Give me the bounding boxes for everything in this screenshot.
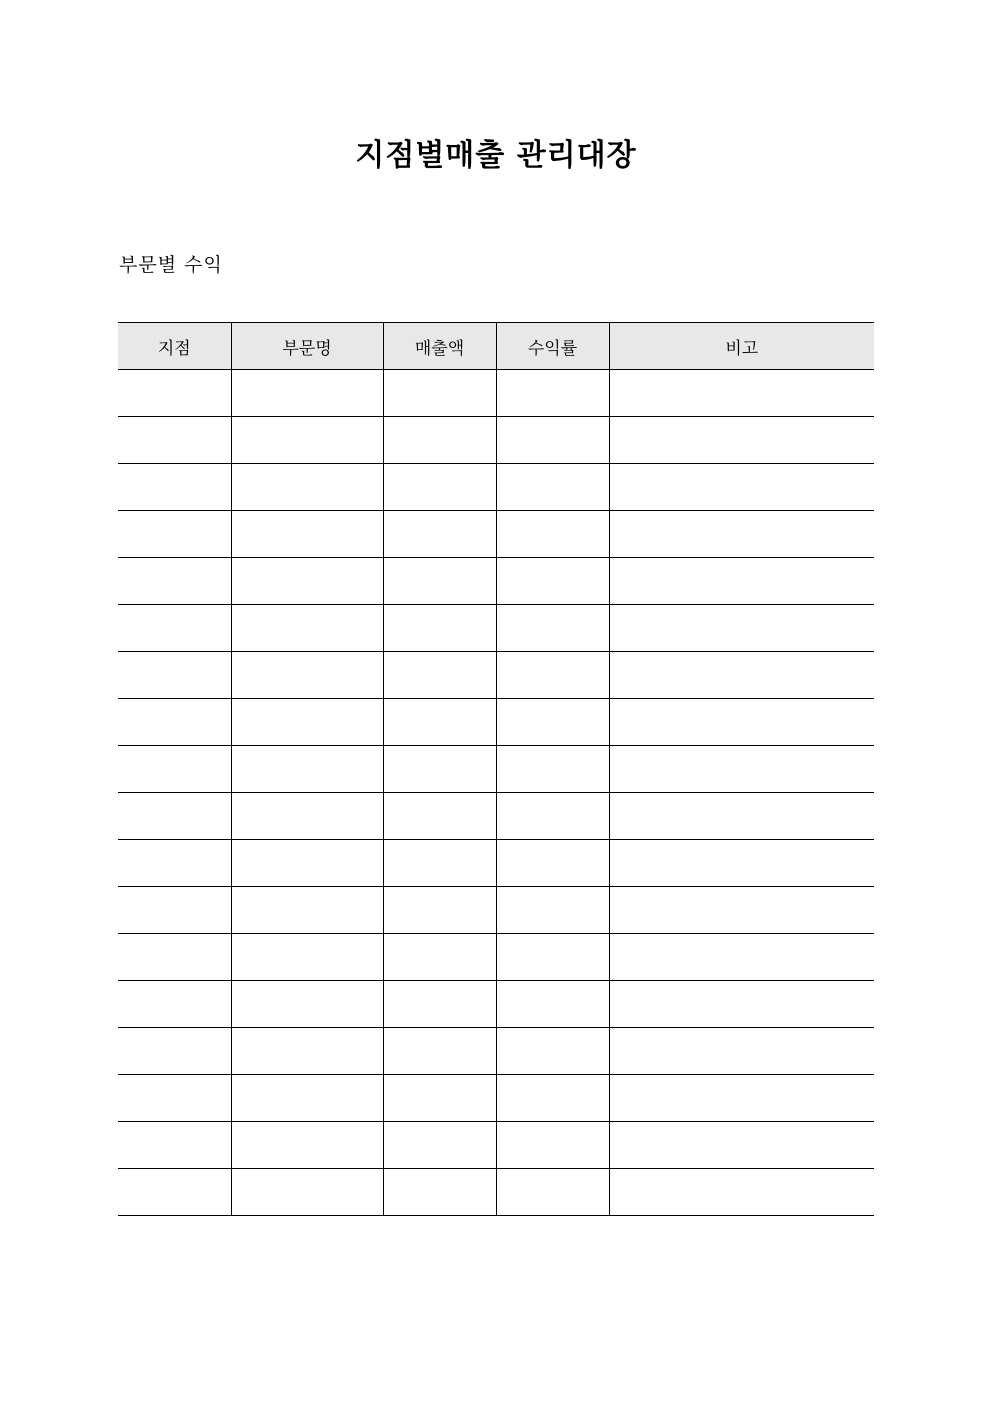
profit-rate-cell[interactable] bbox=[496, 558, 609, 605]
table-row bbox=[118, 746, 874, 793]
branch-cell[interactable] bbox=[118, 1122, 231, 1169]
table-body bbox=[118, 370, 874, 1216]
branch-cell[interactable] bbox=[118, 605, 231, 652]
department-cell[interactable] bbox=[231, 1169, 383, 1216]
branch-cell[interactable] bbox=[118, 840, 231, 887]
remarks-cell[interactable] bbox=[609, 1169, 874, 1216]
department-cell[interactable] bbox=[231, 605, 383, 652]
remarks-cell[interactable] bbox=[609, 511, 874, 558]
table-row bbox=[118, 887, 874, 934]
profit-rate-cell[interactable] bbox=[496, 464, 609, 511]
remarks-cell[interactable] bbox=[609, 558, 874, 605]
department-cell[interactable] bbox=[231, 699, 383, 746]
profit-rate-cell[interactable] bbox=[496, 887, 609, 934]
table-row bbox=[118, 1075, 874, 1122]
sales-amount-cell[interactable] bbox=[383, 1075, 496, 1122]
column-header-branch: 지점 bbox=[118, 323, 231, 370]
department-cell[interactable] bbox=[231, 934, 383, 981]
department-cell[interactable] bbox=[231, 1028, 383, 1075]
remarks-cell[interactable] bbox=[609, 793, 874, 840]
sales-amount-cell[interactable] bbox=[383, 840, 496, 887]
remarks-cell[interactable] bbox=[609, 840, 874, 887]
section-label: 부문별 수익 bbox=[119, 254, 223, 276]
department-cell[interactable] bbox=[231, 981, 383, 1028]
department-cell[interactable] bbox=[231, 370, 383, 417]
remarks-cell[interactable] bbox=[609, 887, 874, 934]
table-row bbox=[118, 417, 874, 464]
page-title: 지점별매출 관리대장 bbox=[355, 138, 637, 173]
sales-ledger-table bbox=[118, 322, 874, 1216]
column-header-sales-amount: 매출액 bbox=[383, 323, 496, 370]
profit-rate-cell[interactable] bbox=[496, 1075, 609, 1122]
sales-amount-cell[interactable] bbox=[383, 934, 496, 981]
table-row bbox=[118, 1028, 874, 1075]
table-row bbox=[118, 981, 874, 1028]
sales-amount-cell[interactable] bbox=[383, 558, 496, 605]
profit-rate-cell[interactable] bbox=[496, 793, 609, 840]
remarks-cell[interactable] bbox=[609, 934, 874, 981]
department-cell[interactable] bbox=[231, 1122, 383, 1169]
branch-cell[interactable] bbox=[118, 887, 231, 934]
column-header-department: 부문명 bbox=[231, 323, 383, 370]
department-cell[interactable] bbox=[231, 652, 383, 699]
table-row bbox=[118, 934, 874, 981]
profit-rate-cell[interactable] bbox=[496, 746, 609, 793]
remarks-cell[interactable] bbox=[609, 464, 874, 511]
table-row bbox=[118, 699, 874, 746]
remarks-cell[interactable] bbox=[609, 605, 874, 652]
department-cell[interactable] bbox=[231, 417, 383, 464]
table-row bbox=[118, 840, 874, 887]
profit-rate-cell[interactable] bbox=[496, 1122, 609, 1169]
branch-cell[interactable] bbox=[118, 746, 231, 793]
sales-amount-cell[interactable] bbox=[383, 464, 496, 511]
department-cell[interactable] bbox=[231, 558, 383, 605]
profit-rate-cell[interactable] bbox=[496, 511, 609, 558]
table-row bbox=[118, 652, 874, 699]
table-row bbox=[118, 464, 874, 511]
sales-amount-cell[interactable] bbox=[383, 1028, 496, 1075]
table-row bbox=[118, 511, 874, 558]
table-row bbox=[118, 1169, 874, 1216]
sales-amount-cell[interactable] bbox=[383, 981, 496, 1028]
remarks-cell[interactable] bbox=[609, 652, 874, 699]
branch-cell[interactable] bbox=[118, 464, 231, 511]
profit-rate-cell[interactable] bbox=[496, 699, 609, 746]
column-header-remarks: 비고 bbox=[609, 323, 874, 370]
sales-amount-cell[interactable] bbox=[383, 511, 496, 558]
remarks-cell[interactable] bbox=[609, 417, 874, 464]
branch-cell[interactable] bbox=[118, 511, 231, 558]
department-cell[interactable] bbox=[231, 793, 383, 840]
profit-rate-cell[interactable] bbox=[496, 934, 609, 981]
branch-cell[interactable] bbox=[118, 699, 231, 746]
profit-rate-cell[interactable] bbox=[496, 840, 609, 887]
profit-rate-cell[interactable] bbox=[496, 605, 609, 652]
column-header-profit-rate: 수익률 bbox=[496, 323, 609, 370]
profit-rate-cell[interactable] bbox=[496, 981, 609, 1028]
sales-amount-cell[interactable] bbox=[383, 1122, 496, 1169]
profit-rate-cell[interactable] bbox=[496, 1169, 609, 1216]
table-row bbox=[118, 370, 874, 417]
profit-rate-cell[interactable] bbox=[496, 652, 609, 699]
remarks-cell[interactable] bbox=[609, 1122, 874, 1169]
profit-rate-cell[interactable] bbox=[496, 417, 609, 464]
branch-cell[interactable] bbox=[118, 1075, 231, 1122]
remarks-cell[interactable] bbox=[609, 370, 874, 417]
branch-cell[interactable] bbox=[118, 981, 231, 1028]
branch-cell[interactable] bbox=[118, 558, 231, 605]
branch-cell[interactable] bbox=[118, 1169, 231, 1216]
sales-amount-cell[interactable] bbox=[383, 793, 496, 840]
branch-cell[interactable] bbox=[118, 1028, 231, 1075]
table-row bbox=[118, 1122, 874, 1169]
remarks-cell[interactable] bbox=[609, 1075, 874, 1122]
table-row bbox=[118, 605, 874, 652]
sales-amount-cell[interactable] bbox=[383, 370, 496, 417]
remarks-cell[interactable] bbox=[609, 1028, 874, 1075]
remarks-cell[interactable] bbox=[609, 746, 874, 793]
table-header-row bbox=[118, 323, 874, 370]
sales-amount-cell[interactable] bbox=[383, 417, 496, 464]
department-cell[interactable] bbox=[231, 840, 383, 887]
branch-cell[interactable] bbox=[118, 652, 231, 699]
sales-amount-cell[interactable] bbox=[383, 1169, 496, 1216]
branch-cell[interactable] bbox=[118, 793, 231, 840]
department-cell[interactable] bbox=[231, 746, 383, 793]
department-cell[interactable] bbox=[231, 1075, 383, 1122]
branch-cell[interactable] bbox=[118, 417, 231, 464]
table-row bbox=[118, 558, 874, 605]
profit-rate-cell[interactable] bbox=[496, 1028, 609, 1075]
sales-amount-cell[interactable] bbox=[383, 887, 496, 934]
sales-amount-cell[interactable] bbox=[383, 699, 496, 746]
profit-rate-cell[interactable] bbox=[496, 370, 609, 417]
remarks-cell[interactable] bbox=[609, 699, 874, 746]
sales-amount-cell[interactable] bbox=[383, 652, 496, 699]
department-cell[interactable] bbox=[231, 464, 383, 511]
sales-amount-cell[interactable] bbox=[383, 746, 496, 793]
department-cell[interactable] bbox=[231, 511, 383, 558]
branch-cell[interactable] bbox=[118, 934, 231, 981]
branch-cell[interactable] bbox=[118, 370, 231, 417]
table-row bbox=[118, 793, 874, 840]
sales-amount-cell[interactable] bbox=[383, 605, 496, 652]
department-cell[interactable] bbox=[231, 887, 383, 934]
remarks-cell[interactable] bbox=[609, 981, 874, 1028]
